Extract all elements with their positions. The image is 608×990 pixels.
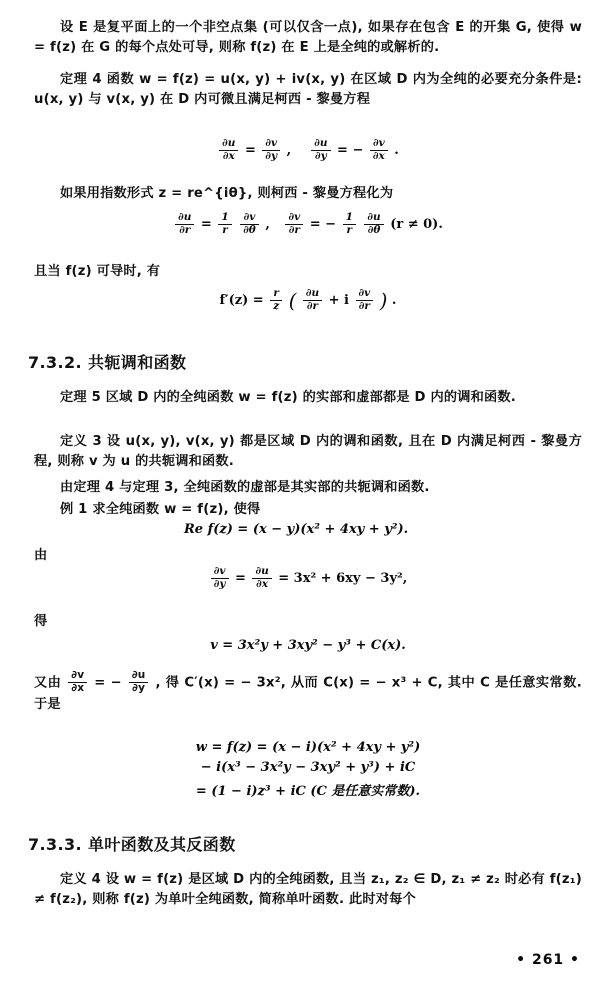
- theorem-4-text: 函数 w = f(z) = u(x, y) + iv(x, y) 在区域 D 内为全纯的必要充分条件是: u(x, y) 与 v(x, y) 在 D 内可微且满足柯西 - 黎曼方程: [34, 72, 582, 108]
- paragraph-7: [34, 478, 582, 501]
- section-heading-7-3-3: 7.3.3. 单叶函数及其反函数: [28, 835, 236, 854]
- paragraph-4: [34, 262, 582, 285]
- page-number: • 261 •: [516, 952, 580, 968]
- paragraph-3: [34, 184, 582, 207]
- eq5-dv-dy: $\frac{\partial v}{\partial y}$: [211, 566, 229, 591]
- theorem-5-block: [34, 388, 582, 411]
- eq3-r-over-z: $\frac{r}{z}$: [270, 288, 282, 313]
- eq1-dv-dy: $\frac{\partial v}{\partial y}$: [262, 138, 280, 163]
- theorem-4-label: 定理 4: [60, 72, 102, 87]
- example-1-block: [34, 500, 582, 523]
- equation-v-expression-text: v = 3x²y + 3xy² − y³ + C(x).: [210, 638, 406, 653]
- equation-derivative: f′(z) = $\frac{r}{z}$ ( $\frac{\partial u}{\partial r}$ + i $\frac{\partial v}{\partial r}$ ) .: [219, 287, 397, 313]
- eq2-condition: (r ≠ 0).: [390, 216, 443, 232]
- eq2-du-dtheta: $\frac{\partial u}{\partial\theta}$: [364, 212, 383, 237]
- paragraph-4-text: 且当 f(z) 可导时, 有: [34, 264, 161, 279]
- definition-4-block: [34, 870, 582, 913]
- definition-4-label: 定义 4: [60, 872, 101, 887]
- eq1-du-dx: $\frac{\partial u}{\partial x}$: [219, 138, 238, 163]
- paragraph-1: [34, 18, 582, 61]
- paragraph-1-text: 设 E 是复平面上的一个非空点集 (可以仅含一点), 如果存在包含 E 的开集 G, 使得 w = f(z) 在 G 的每个点处可导, 则称 f(z) 在 E 上是全纯的或解析的.: [34, 20, 582, 56]
- inline-dv-dx: $\frac{\partial v}{\partial x}$: [68, 670, 87, 695]
- paragraph-11: 又由 $\frac{\partial v}{\partial x}$ = − $\frac{\partial u}{\partial y}$ , 得 C′(x) = − 3x², 从而 C(x) = − x³ + C, 其中 C 是任意实常数. 于是: [34, 669, 583, 712]
- equation-re-f-text: Re f(z) = (x − y)(x² + 4xy + y²).: [184, 522, 409, 537]
- equation-polar-cr: $\frac{\partial u}{\partial r}$ = $\frac{1}{r}$ $\frac{\partial v}{\partial\theta}$ , $\frac{\partial v}{\partial r}$ = − $\frac{1}{r}$ $\frac{\partial u}{\partial\theta}$ (r ≠ 0).: [34, 212, 582, 237]
- equation-final-w: [34, 740, 582, 799]
- eq3-dv-dr: $\frac{\partial v}{\partial r}$: [356, 288, 374, 313]
- theorem-4-block: [34, 70, 582, 113]
- equation-final-w-line2: − i(x³ − 3x²y − 3xy² + y³) + iC: [200, 760, 416, 775]
- eq3-du-dr: $\frac{\partial u}{\partial r}$: [303, 288, 322, 313]
- eq1-dv-dx: $\frac{\partial v}{\partial x}$: [370, 138, 388, 163]
- equation-dv-dy: $\frac{\partial v}{\partial y}$ = $\frac{\partial u}{\partial x}$ = 3x² + 6xy − 3y²,: [34, 566, 582, 591]
- eq1-du-dy: $\frac{\partial u}{\partial y}$: [311, 138, 330, 163]
- theorem-5-label: 定理 5: [60, 390, 101, 405]
- equation-final-w-line1: w = f(z) = (x − i)(x² + 4xy + y²): [195, 740, 421, 755]
- paragraph-11-suffix: , 得 C′(x) = − 3x², 从而 C(x) = − x³ + C, 其中 C 是任意实常数. 于是: [34, 675, 583, 712]
- example-1-label: 例 1: [60, 502, 88, 517]
- eq5-tail: = 3x² + 6xy − 3y²,: [278, 570, 408, 586]
- eq2-dv-dtheta: $\frac{\partial v}{\partial\theta}$: [240, 212, 259, 237]
- paragraph-you-text: 由: [34, 548, 48, 563]
- eq3-prefix: f′(z) =: [219, 292, 264, 308]
- eq2-du-dr: $\frac{\partial u}{\partial r}$: [175, 212, 194, 237]
- equation-cauchy-riemann: $\frac{\partial u}{\partial x}$ = $\frac{\partial v}{\partial y}$ , $\frac{\partial u}{\partial y}$ = − $\frac{\partial v}{\partial x}$ .: [34, 138, 582, 163]
- paragraph-3-text: 如果用指数形式 z = re^{iθ}, 则柯西 - 黎曼方程化为: [60, 186, 394, 201]
- definition-3-label: 定义 3: [60, 434, 102, 449]
- equation-re-f: [34, 522, 582, 537]
- eq2-one-over-r: $\frac{1}{r}$: [218, 212, 231, 237]
- inline-du-dy: $\frac{\partial u}{\partial y}$: [129, 670, 149, 695]
- paragraph-11-prefix: 又由: [34, 675, 62, 691]
- paragraph-de-text: 得: [34, 614, 48, 629]
- paragraph-7-text: 由定理 4 与定理 3, 全纯函数的虚部是其实部的共轭调和函数.: [60, 480, 430, 495]
- eq5-du-dx: $\frac{\partial u}{\partial x}$: [252, 566, 271, 591]
- definition-4-text: 设 w = f(z) 是区域 D 内的全纯函数, 且当 z₁, z₂ ∈ D, z₁ ≠ z₂ 时必有 f(z₁) ≠ f(z₂), 则称 f(z) 为单叶全纯函数, 简称单叶函数. 此时对每个: [34, 872, 582, 908]
- eq2-dv-dr: $\frac{\partial v}{\partial r}$: [285, 212, 303, 237]
- definition-3-block: [34, 432, 582, 475]
- paragraph-de: [34, 612, 582, 635]
- definition-3-text: 设 u(x, y), v(x, y) 都是区域 D 内的调和函数, 且在 D 内满足柯西 - 黎曼方程, 则称 v 为 u 的共轭调和函数.: [34, 434, 583, 470]
- equation-final-w-line3: = (1 − i)z³ + iC (C 是任意实常数).: [195, 784, 421, 799]
- equation-v-expression: [34, 638, 582, 653]
- theorem-5-text: 区域 D 内的全纯函数 w = f(z) 的实部和虚部都是 D 内的调和函数.: [105, 390, 517, 405]
- example-1-text: 求全纯函数 w = f(z), 使得: [92, 502, 261, 517]
- eq2-one-over-r-2: $\frac{1}{r}$: [343, 212, 356, 237]
- section-heading-7-3-2: 7.3.2. 共轭调和函数: [28, 353, 187, 372]
